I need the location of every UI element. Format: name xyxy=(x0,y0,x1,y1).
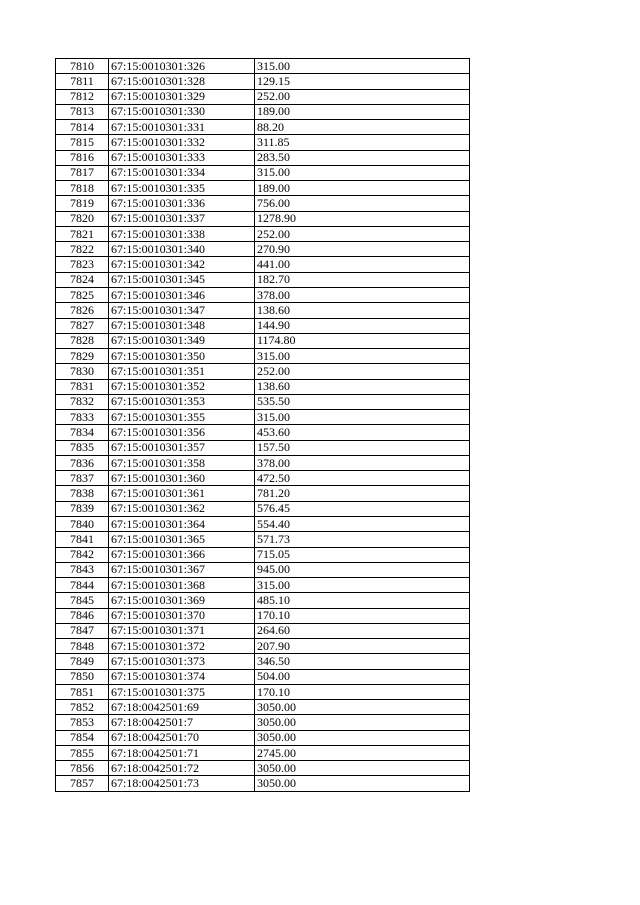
table-row xyxy=(56,684,470,699)
row-number-cell: 7812 xyxy=(56,89,109,104)
table-row xyxy=(56,700,470,715)
row-number-cell: 7817 xyxy=(56,165,109,180)
value-cell: 2745.00 xyxy=(255,745,470,760)
row-number-cell: 7839 xyxy=(56,501,109,516)
table-row xyxy=(56,89,470,104)
row-number-cell: 7835 xyxy=(56,440,109,455)
cadastral-number-cell: 67:18:0042501:73 xyxy=(109,776,255,791)
value-cell: 283.50 xyxy=(255,150,470,165)
table-row xyxy=(56,516,470,531)
value-cell: 781.20 xyxy=(255,486,470,501)
table-row xyxy=(56,593,470,608)
table-row xyxy=(56,532,470,547)
row-number-cell: 7834 xyxy=(56,425,109,440)
table-row xyxy=(56,623,470,638)
table-row xyxy=(56,669,470,684)
cadastral-number-cell: 67:15:0010301:334 xyxy=(109,165,255,180)
row-number-cell: 7852 xyxy=(56,700,109,715)
value-cell: 270.90 xyxy=(255,242,470,257)
value-cell: 170.10 xyxy=(255,684,470,699)
cadastral-number-cell: 67:18:0042501:69 xyxy=(109,700,255,715)
cadastral-number-cell: 67:15:0010301:370 xyxy=(109,608,255,623)
value-cell: 3050.00 xyxy=(255,730,470,745)
row-number-cell: 7844 xyxy=(56,578,109,593)
row-number-cell: 7828 xyxy=(56,333,109,348)
row-number-cell: 7845 xyxy=(56,593,109,608)
value-cell: 3050.00 xyxy=(255,700,470,715)
row-number-cell: 7846 xyxy=(56,608,109,623)
row-number-cell: 7833 xyxy=(56,410,109,425)
value-cell: 378.00 xyxy=(255,287,470,302)
table-row xyxy=(56,364,470,379)
cadastral-number-cell: 67:15:0010301:353 xyxy=(109,394,255,409)
row-number-cell: 7815 xyxy=(56,135,109,150)
cadastral-number-cell: 67:15:0010301:362 xyxy=(109,501,255,516)
value-cell: 207.90 xyxy=(255,639,470,654)
cadastral-number-cell: 67:15:0010301:367 xyxy=(109,562,255,577)
cadastral-number-cell: 67:18:0042501:70 xyxy=(109,730,255,745)
cadastral-number-cell: 67:15:0010301:342 xyxy=(109,257,255,272)
cadastral-number-cell: 67:15:0010301:355 xyxy=(109,410,255,425)
cadastral-number-cell: 67:15:0010301:366 xyxy=(109,547,255,562)
row-number-cell: 7851 xyxy=(56,684,109,699)
table-row xyxy=(56,333,470,348)
table-row xyxy=(56,135,470,150)
table-row xyxy=(56,257,470,272)
table-row xyxy=(56,150,470,165)
row-number-cell: 7850 xyxy=(56,669,109,684)
table-row xyxy=(56,547,470,562)
row-number-cell: 7818 xyxy=(56,181,109,196)
row-number-cell: 7811 xyxy=(56,74,109,89)
table-row xyxy=(56,394,470,409)
value-cell: 504.00 xyxy=(255,669,470,684)
row-number-cell: 7856 xyxy=(56,761,109,776)
cadastral-number-cell: 67:15:0010301:345 xyxy=(109,272,255,287)
row-number-cell: 7814 xyxy=(56,120,109,135)
row-number-cell: 7841 xyxy=(56,532,109,547)
row-number-cell: 7840 xyxy=(56,516,109,531)
row-number-cell: 7829 xyxy=(56,349,109,364)
cadastral-number-cell: 67:18:0042501:71 xyxy=(109,745,255,760)
row-number-cell: 7821 xyxy=(56,226,109,241)
cadastral-number-cell: 67:15:0010301:373 xyxy=(109,654,255,669)
value-cell: 252.00 xyxy=(255,364,470,379)
row-number-cell: 7823 xyxy=(56,257,109,272)
value-cell: 576.45 xyxy=(255,501,470,516)
cadastral-number-cell: 67:15:0010301:365 xyxy=(109,532,255,547)
value-cell: 315.00 xyxy=(255,165,470,180)
table-row xyxy=(56,654,470,669)
table-row xyxy=(56,761,470,776)
cadastral-number-cell: 67:15:0010301:358 xyxy=(109,455,255,470)
row-number-cell: 7819 xyxy=(56,196,109,211)
cadastral-number-cell: 67:15:0010301:326 xyxy=(109,59,255,74)
value-cell: 144.90 xyxy=(255,318,470,333)
row-number-cell: 7842 xyxy=(56,547,109,562)
value-cell: 453.60 xyxy=(255,425,470,440)
cadastral-number-cell: 67:15:0010301:368 xyxy=(109,578,255,593)
value-cell: 535.50 xyxy=(255,394,470,409)
table-row xyxy=(56,379,470,394)
value-cell: 88.20 xyxy=(255,120,470,135)
row-number-cell: 7857 xyxy=(56,776,109,791)
cadastral-number-cell: 67:15:0010301:348 xyxy=(109,318,255,333)
value-cell: 715.05 xyxy=(255,547,470,562)
value-cell: 441.00 xyxy=(255,257,470,272)
cadastral-number-cell: 67:15:0010301:336 xyxy=(109,196,255,211)
table-row xyxy=(56,486,470,501)
cadastral-number-cell: 67:15:0010301:331 xyxy=(109,120,255,135)
row-number-cell: 7830 xyxy=(56,364,109,379)
cadastral-number-cell: 67:15:0010301:360 xyxy=(109,471,255,486)
table-row xyxy=(56,165,470,180)
row-number-cell: 7836 xyxy=(56,455,109,470)
cadastral-number-cell: 67:15:0010301:371 xyxy=(109,623,255,638)
cadastral-number-cell: 67:18:0042501:7 xyxy=(109,715,255,730)
row-number-cell: 7826 xyxy=(56,303,109,318)
table-row xyxy=(56,226,470,241)
row-number-cell: 7832 xyxy=(56,394,109,409)
value-cell: 264.60 xyxy=(255,623,470,638)
row-number-cell: 7847 xyxy=(56,623,109,638)
value-cell: 182.70 xyxy=(255,272,470,287)
value-cell: 138.60 xyxy=(255,303,470,318)
table-row xyxy=(56,318,470,333)
cadastral-number-cell: 67:15:0010301:372 xyxy=(109,639,255,654)
value-cell: 1174.80 xyxy=(255,333,470,348)
value-cell: 189.00 xyxy=(255,181,470,196)
value-cell: 554.40 xyxy=(255,516,470,531)
table-row xyxy=(56,440,470,455)
table-row xyxy=(56,455,470,470)
row-number-cell: 7816 xyxy=(56,150,109,165)
cadastral-number-cell: 67:15:0010301:357 xyxy=(109,440,255,455)
data-table xyxy=(55,58,470,792)
cadastral-number-cell: 67:15:0010301:332 xyxy=(109,135,255,150)
table-row xyxy=(56,562,470,577)
table-row xyxy=(56,74,470,89)
table-row xyxy=(56,242,470,257)
table-row xyxy=(56,425,470,440)
cadastral-number-cell: 67:15:0010301:364 xyxy=(109,516,255,531)
row-number-cell: 7824 xyxy=(56,272,109,287)
value-cell: 3050.00 xyxy=(255,776,470,791)
cadastral-number-cell: 67:15:0010301:346 xyxy=(109,287,255,302)
table-row xyxy=(56,776,470,791)
cadastral-number-cell: 67:15:0010301:351 xyxy=(109,364,255,379)
table-row xyxy=(56,59,470,74)
cadastral-number-cell: 67:15:0010301:338 xyxy=(109,226,255,241)
value-cell: 252.00 xyxy=(255,226,470,241)
row-number-cell: 7838 xyxy=(56,486,109,501)
cadastral-number-cell: 67:15:0010301:350 xyxy=(109,349,255,364)
value-cell: 3050.00 xyxy=(255,715,470,730)
value-cell: 315.00 xyxy=(255,59,470,74)
value-cell: 252.00 xyxy=(255,89,470,104)
value-cell: 315.00 xyxy=(255,410,470,425)
cadastral-number-cell: 67:15:0010301:352 xyxy=(109,379,255,394)
row-number-cell: 7825 xyxy=(56,287,109,302)
row-number-cell: 7848 xyxy=(56,639,109,654)
row-number-cell: 7849 xyxy=(56,654,109,669)
table-row xyxy=(56,578,470,593)
cadastral-number-cell: 67:15:0010301:356 xyxy=(109,425,255,440)
value-cell: 311.85 xyxy=(255,135,470,150)
value-cell: 945.00 xyxy=(255,562,470,577)
cadastral-number-cell: 67:15:0010301:375 xyxy=(109,684,255,699)
value-cell: 3050.00 xyxy=(255,761,470,776)
value-cell: 756.00 xyxy=(255,196,470,211)
table-row xyxy=(56,471,470,486)
value-cell: 315.00 xyxy=(255,349,470,364)
table-row xyxy=(56,745,470,760)
table-row xyxy=(56,272,470,287)
table-row xyxy=(56,639,470,654)
table-row xyxy=(56,303,470,318)
table-row xyxy=(56,196,470,211)
value-cell: 129.15 xyxy=(255,74,470,89)
value-cell: 315.00 xyxy=(255,578,470,593)
value-cell: 157.50 xyxy=(255,440,470,455)
value-cell: 571.73 xyxy=(255,532,470,547)
cadastral-number-cell: 67:15:0010301:347 xyxy=(109,303,255,318)
table-row xyxy=(56,104,470,119)
row-number-cell: 7843 xyxy=(56,562,109,577)
value-cell: 472.50 xyxy=(255,471,470,486)
cadastral-number-cell: 67:15:0010301:374 xyxy=(109,669,255,684)
value-cell: 138.60 xyxy=(255,379,470,394)
value-cell: 346.50 xyxy=(255,654,470,669)
row-number-cell: 7810 xyxy=(56,59,109,74)
table-row xyxy=(56,730,470,745)
value-cell: 1278.90 xyxy=(255,211,470,226)
cadastral-number-cell: 67:15:0010301:328 xyxy=(109,74,255,89)
row-number-cell: 7813 xyxy=(56,104,109,119)
row-number-cell: 7854 xyxy=(56,730,109,745)
value-cell: 485.10 xyxy=(255,593,470,608)
cadastral-number-cell: 67:18:0042501:72 xyxy=(109,761,255,776)
value-cell: 189.00 xyxy=(255,104,470,119)
row-number-cell: 7820 xyxy=(56,211,109,226)
table-row xyxy=(56,181,470,196)
table-body xyxy=(56,59,470,792)
value-cell: 170.10 xyxy=(255,608,470,623)
row-number-cell: 7837 xyxy=(56,471,109,486)
table-row xyxy=(56,501,470,516)
cadastral-number-cell: 67:15:0010301:340 xyxy=(109,242,255,257)
row-number-cell: 7822 xyxy=(56,242,109,257)
row-number-cell: 7855 xyxy=(56,745,109,760)
cadastral-number-cell: 67:15:0010301:369 xyxy=(109,593,255,608)
cadastral-number-cell: 67:15:0010301:349 xyxy=(109,333,255,348)
table-row xyxy=(56,608,470,623)
row-number-cell: 7827 xyxy=(56,318,109,333)
cadastral-number-cell: 67:15:0010301:361 xyxy=(109,486,255,501)
cadastral-number-cell: 67:15:0010301:337 xyxy=(109,211,255,226)
table-row xyxy=(56,287,470,302)
cadastral-number-cell: 67:15:0010301:333 xyxy=(109,150,255,165)
table-row xyxy=(56,120,470,135)
cadastral-number-cell: 67:15:0010301:330 xyxy=(109,104,255,119)
table-row xyxy=(56,410,470,425)
table-row xyxy=(56,715,470,730)
row-number-cell: 7853 xyxy=(56,715,109,730)
table-row xyxy=(56,211,470,226)
row-number-cell: 7831 xyxy=(56,379,109,394)
cadastral-number-cell: 67:15:0010301:335 xyxy=(109,181,255,196)
cadastral-number-cell: 67:15:0010301:329 xyxy=(109,89,255,104)
table-row xyxy=(56,349,470,364)
value-cell: 378.00 xyxy=(255,455,470,470)
